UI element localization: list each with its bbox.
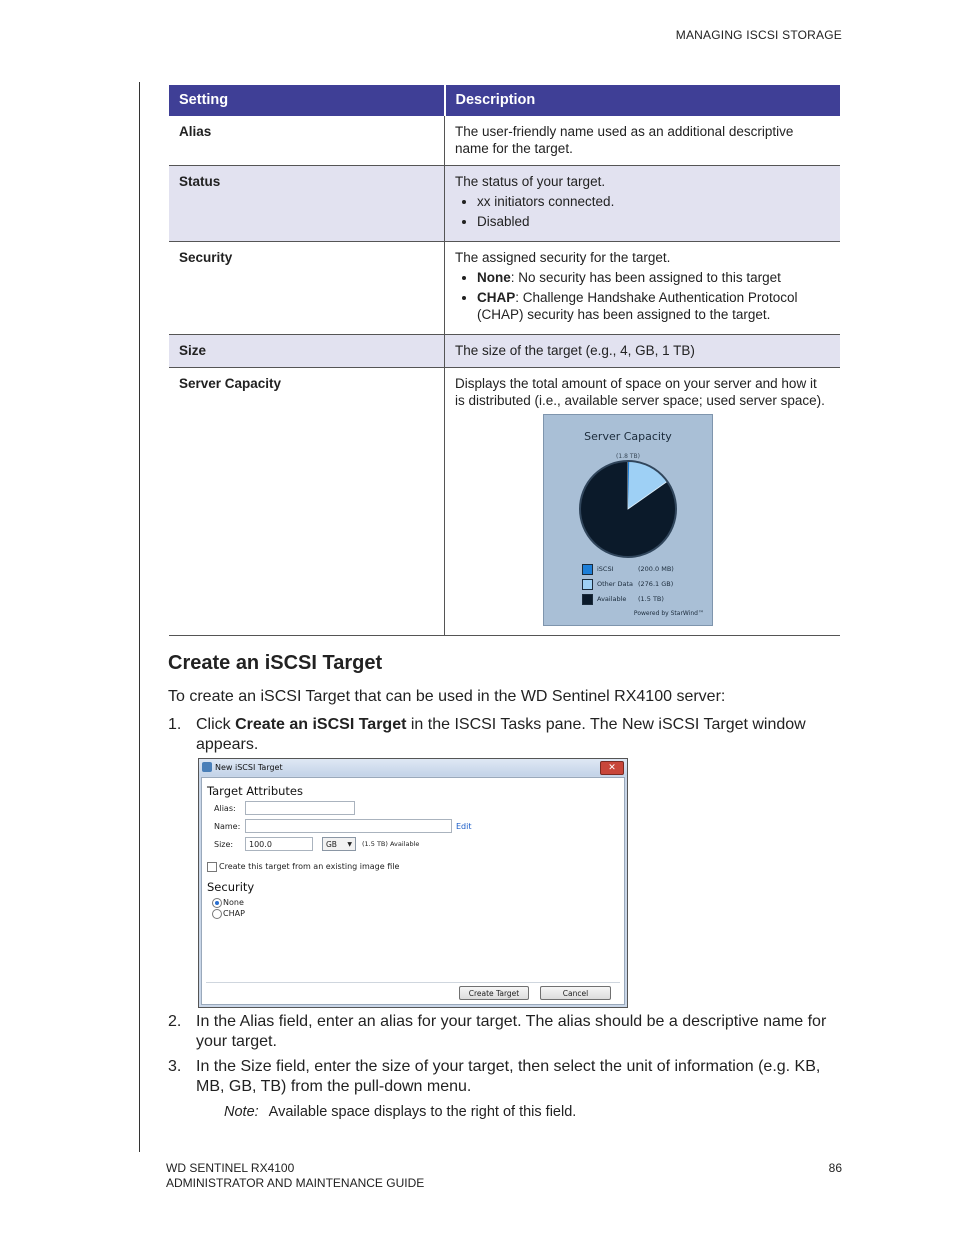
bullet-item — [477, 269, 830, 286]
footer-guide: ADMINISTRATOR AND MAINTENANCE GUIDE — [166, 1176, 425, 1190]
bullet-list — [455, 269, 830, 323]
note-text: Available space displays to the right of this field. — [268, 1104, 577, 1120]
intro-paragraph: To create an iSCSI Target that can be used in the WD Sentinel RX4100 server: — [168, 688, 726, 705]
name-input[interactable] — [245, 819, 452, 833]
edit-link[interactable]: Edit — [456, 822, 472, 831]
table-row — [169, 166, 840, 242]
setting-description — [445, 116, 841, 166]
setting-name: Size — [169, 335, 445, 368]
capacity-total: (1.8 TB) — [616, 453, 640, 460]
col-header-setting: Setting — [169, 85, 445, 116]
capacity-title: Server Capacity — [584, 430, 672, 443]
name-label: Name: — [214, 822, 241, 831]
cancel-button[interactable]: Cancel — [540, 986, 611, 1000]
bullet-term: None — [477, 270, 511, 285]
table-row — [169, 335, 840, 368]
step-text — [196, 715, 844, 755]
description-text: The assigned security for the target. — [455, 250, 671, 265]
bullet-term: CHAP — [477, 290, 516, 305]
alias-label: Alias: — [214, 804, 236, 813]
setting-description — [445, 166, 841, 242]
dialog-title: New iSCSI Target — [215, 763, 283, 772]
security-none-radio[interactable] — [212, 898, 222, 908]
footer-product: WD SENTINEL RX4100 — [166, 1161, 295, 1175]
setting-description — [445, 242, 841, 335]
step-text-bold: Create an iSCSI Target — [235, 716, 407, 733]
security-chap-radio[interactable] — [212, 909, 222, 919]
table-row — [169, 116, 840, 166]
legend-item-available — [582, 591, 664, 608]
step-number: 3. — [168, 1058, 182, 1075]
bullet-item — [477, 289, 830, 323]
powered-by: Powered by StarWind™ — [633, 610, 704, 617]
col-header-description: Description — [445, 85, 841, 116]
section-title: Create an iSCSI Target — [168, 652, 383, 674]
table-header-row — [169, 85, 840, 116]
security-chap-label: CHAP — [223, 909, 245, 918]
setting-name: Alias — [169, 116, 445, 166]
server-capacity-widget — [543, 414, 713, 626]
setting-description — [445, 368, 841, 636]
unit-select[interactable] — [322, 837, 356, 851]
bullet-text: : No security has been assigned to this target — [510, 270, 781, 285]
bullet-list — [455, 193, 830, 230]
table-row — [169, 242, 840, 335]
legend-value: (1.5 TB) — [638, 595, 664, 603]
step-text-pre: Click — [196, 716, 236, 733]
legend-label: Available — [597, 595, 627, 603]
description-text: Displays the total amount of space on your server and how it is distributed (i.e., available server space; used server space). — [455, 376, 825, 408]
step-number: 2. — [168, 1013, 182, 1030]
legend-value: (200.0 MB) — [638, 565, 674, 573]
unit-selected-value: GB — [326, 840, 337, 849]
legend-swatch — [582, 594, 593, 605]
legend-label: Other Data — [597, 580, 634, 588]
close-button[interactable]: ✕ — [600, 761, 624, 775]
dialog-titlebar — [199, 759, 627, 776]
margin-rule — [139, 82, 140, 1152]
description-text: The size of the target (e.g., 4, GB, 1 TB) — [455, 343, 695, 358]
running-header: MANAGING ISCSI STORAGE — [675, 28, 842, 42]
legend-swatch — [582, 564, 593, 575]
table-row — [169, 368, 840, 636]
description-text: The user-friendly name used as an additional descriptive name for the target. — [455, 124, 794, 156]
existing-image-checkbox[interactable] — [207, 862, 217, 872]
dialog-body — [201, 777, 625, 1005]
legend-value: (276.1 GB) — [638, 580, 674, 588]
capacity-pie-chart — [578, 459, 678, 559]
alias-input[interactable] — [245, 801, 355, 815]
note-label: Note: — [224, 1104, 259, 1120]
bullet-item: • Disabled — [477, 213, 830, 230]
legend-label: iSCSI — [597, 565, 614, 573]
setting-name: Status — [169, 166, 445, 242]
security-heading: Security — [207, 880, 255, 894]
new-iscsi-target-dialog — [198, 758, 628, 1008]
app-icon — [202, 762, 212, 772]
step-text-post: in the ISCSI Tasks pane. The New iSCSI Target window appears. — [196, 716, 806, 753]
available-space-text: (1.5 TB) Available — [362, 840, 420, 848]
bullet-item: • xx initiators connected. — [477, 193, 830, 210]
target-attributes-heading: Target Attributes — [207, 784, 304, 798]
dialog-separator — [206, 982, 620, 983]
chevron-down-icon: ▼ — [347, 841, 352, 848]
create-target-button[interactable]: Create Target — [459, 986, 529, 1000]
setting-name: Server Capacity — [169, 368, 445, 636]
step-text: In the Alias field, enter an alias for your target. The alias should be a descriptive name for your target. — [196, 1013, 827, 1050]
security-none-label: None — [223, 898, 244, 907]
description-text: The status of your target. — [455, 174, 606, 189]
size-input[interactable]: 100.0 — [245, 837, 313, 851]
step-text: In the Size field, enter the size of your target, then select the unit of information (e.g. KB, MB, GB, TB) from the pull-down menu. — [196, 1058, 821, 1095]
size-label: Size: — [214, 840, 234, 849]
setting-description — [445, 335, 841, 368]
setting-name: Security — [169, 242, 445, 335]
legend-swatch — [582, 579, 593, 590]
page-number: 86 — [828, 1161, 842, 1175]
step-number: 1. — [168, 716, 182, 733]
existing-image-label: Create this target from an existing image file — [219, 862, 400, 871]
bullet-text: : Challenge Handshake Authentication Protocol (CHAP) security has been assigned to the target. — [477, 290, 798, 322]
settings-table — [169, 85, 840, 636]
note — [224, 1104, 576, 1120]
